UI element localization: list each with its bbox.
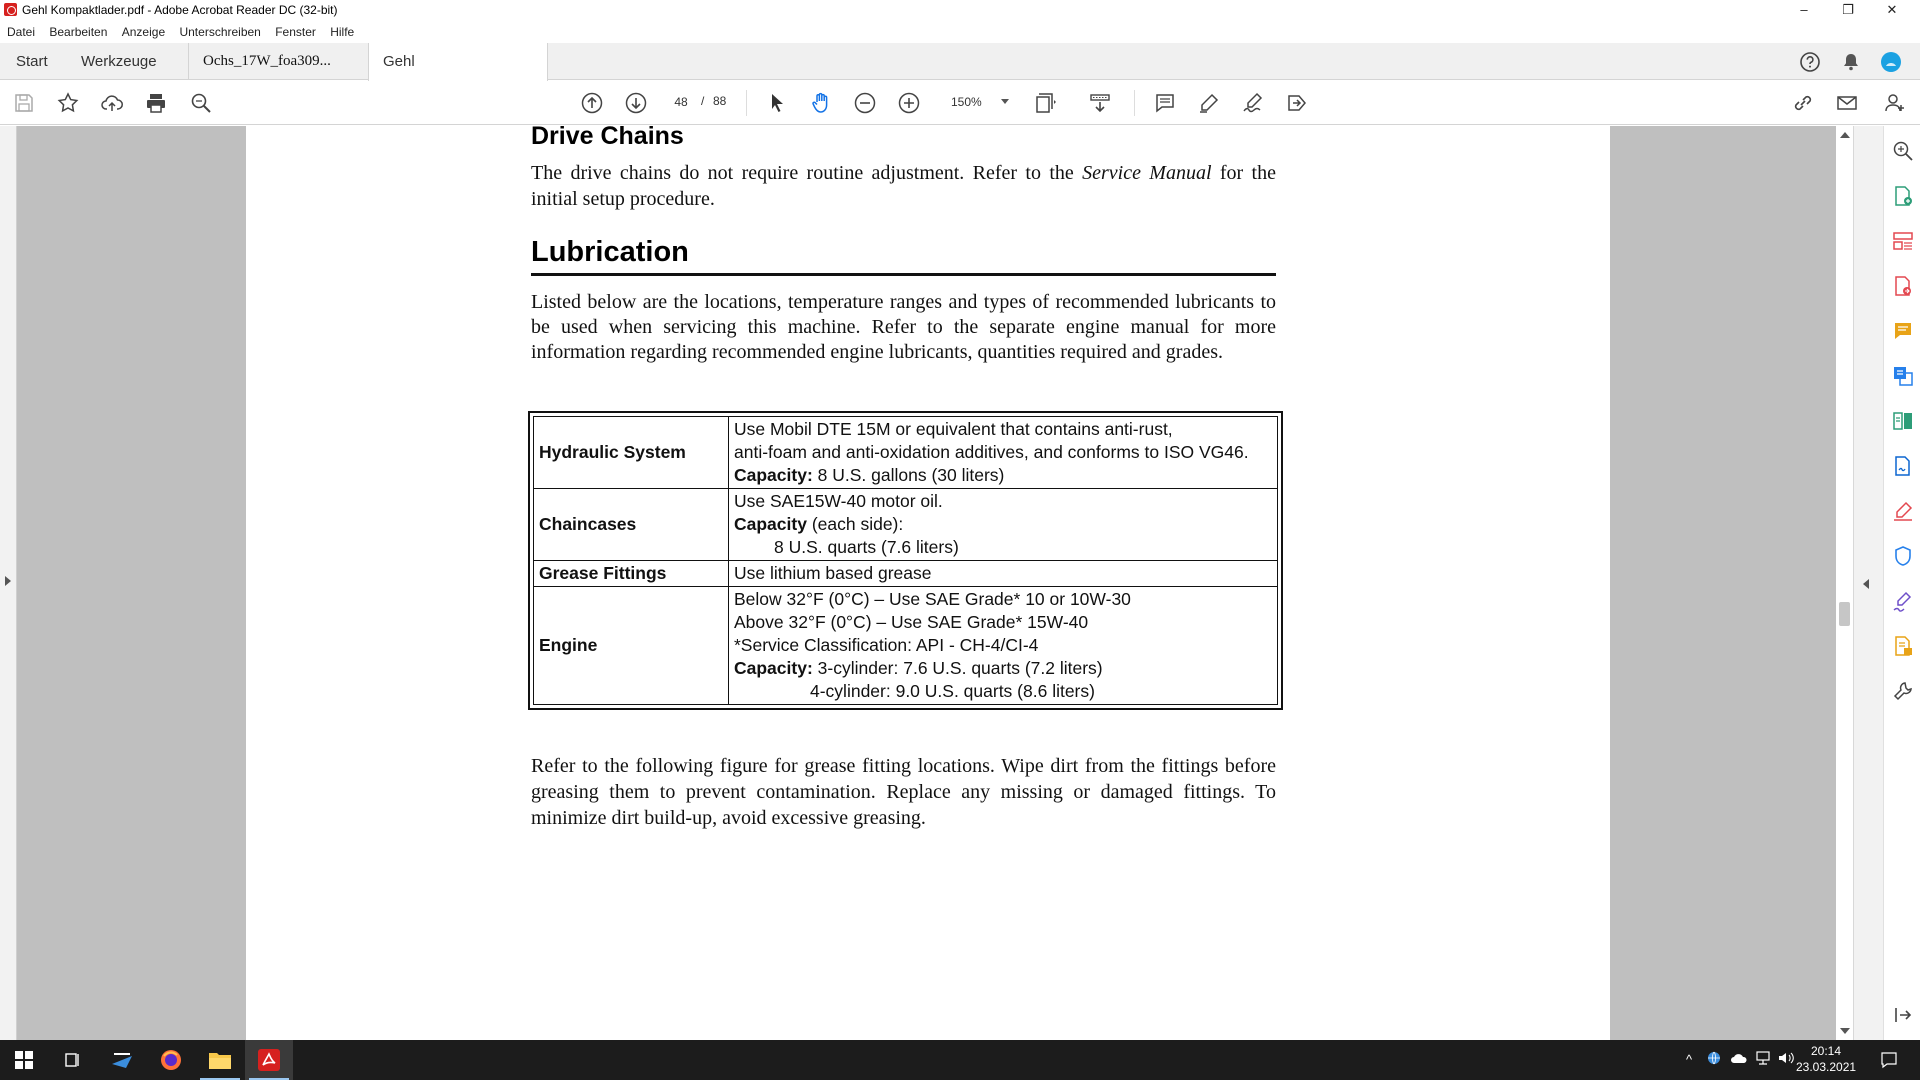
compare-files-icon[interactable] — [1892, 410, 1914, 432]
share-send-icon[interactable] — [1284, 90, 1310, 116]
page-separator: / — [701, 94, 705, 108]
tab-document-ochs[interactable] — [188, 43, 368, 80]
lubricant-table — [528, 411, 1283, 710]
close-window-button[interactable]: ✕ — [1886, 2, 1898, 17]
search-zoom-icon[interactable] — [188, 90, 214, 116]
menu-datei[interactable]: Datei — [7, 25, 36, 39]
next-page-icon[interactable] — [623, 90, 649, 116]
table-row — [534, 561, 1278, 587]
chevron-down-icon — [1001, 99, 1009, 104]
minimize-button[interactable]: – — [1800, 2, 1808, 17]
window-title: Gehl Kompaktlader.pdf - Adobe Acrobat Reader DC (32-bit) — [22, 3, 338, 17]
vertical-scrollbar[interactable] — [1836, 126, 1853, 1040]
export-pdf-icon[interactable] — [1892, 275, 1914, 297]
highlight-pen-icon[interactable] — [1196, 90, 1222, 116]
toolbar-divider — [746, 90, 747, 116]
acrobat-app-icon — [4, 3, 17, 16]
network-globe-icon[interactable] — [1706, 1050, 1722, 1066]
table-row — [534, 587, 1278, 705]
sign-icon[interactable] — [1240, 90, 1266, 116]
clock-time: 20:14 — [1810, 1044, 1842, 1058]
edit-pdf-icon[interactable] — [1892, 500, 1914, 522]
tab-document-ochs-label: Ochs_17W_foa309... — [203, 53, 331, 69]
drive-text-part-2: for the initial setup procedure. — [531, 162, 1276, 210]
system-clock[interactable] — [1796, 1043, 1856, 1075]
page-number-input[interactable] — [660, 91, 705, 113]
drive-chains-paragraph — [531, 160, 1276, 212]
action-center-icon[interactable] — [1880, 1051, 1898, 1069]
print-icon[interactable] — [143, 90, 169, 116]
select-cursor-icon[interactable] — [764, 90, 790, 116]
tab-document-gehl-label: Gehl — [383, 53, 415, 70]
menu-fenster[interactable]: Fenster — [275, 25, 316, 39]
windows-start-icon[interactable] — [0, 1040, 48, 1080]
clock-date: 23.03.2021 — [1796, 1060, 1857, 1074]
capacity-label: Capacity: — [734, 465, 813, 485]
profile-avatar-icon[interactable] — [1880, 51, 1902, 73]
table-cell-label: Hydraulic System — [534, 417, 729, 489]
scroll-down-arrow-icon[interactable] — [1840, 1028, 1850, 1034]
zoom-in-icon[interactable] — [896, 90, 922, 116]
tab-document-gehl[interactable] — [368, 43, 548, 81]
table-line: *Service Classification: API - CH-4/CI-4 — [734, 635, 1039, 655]
table-cell-value — [729, 417, 1278, 489]
tab-tools[interactable]: Werkzeuge — [81, 53, 157, 70]
tools-rail — [1883, 126, 1920, 1040]
table-row — [534, 489, 1278, 561]
lubrication-heading: Lubrication — [531, 236, 689, 268]
drive-chains-heading: Drive Chains — [531, 122, 684, 150]
table-line: Below 32°F (0°C) – Use SAE Grade* 10 or 10W-30 — [734, 589, 1131, 609]
expand-left-panel-icon — [5, 576, 11, 586]
more-tools-icon[interactable] — [1892, 680, 1914, 702]
menu-bearbeiten[interactable]: Bearbeiten — [49, 25, 108, 39]
capacity-label: Capacity: — [734, 658, 813, 678]
menu-hilfe[interactable]: Hilfe — [330, 25, 355, 39]
create-pdf-icon[interactable] — [1892, 185, 1914, 207]
comment-tool-icon[interactable] — [1892, 320, 1914, 342]
table-line — [734, 464, 1272, 487]
comment-icon[interactable] — [1152, 90, 1178, 116]
convert-pdf-icon[interactable] — [1892, 365, 1914, 387]
firefox-app-icon[interactable] — [147, 1040, 195, 1080]
title-bar — [0, 0, 1920, 20]
collapse-right-panel-icon — [1863, 579, 1869, 589]
windows-taskbar — [0, 1040, 1920, 1080]
table-row — [534, 417, 1278, 489]
tray-overflow-chevron-icon[interactable]: ^ — [1686, 1052, 1693, 1067]
page-total-count: 88 — [713, 94, 727, 108]
task-view-icon[interactable] — [48, 1040, 96, 1080]
table-cell-value — [729, 489, 1278, 561]
table-cell-label: Chaincases — [534, 489, 729, 561]
hand-tool-icon[interactable] — [808, 90, 834, 116]
capacity-label: Capacity — [734, 514, 807, 534]
table-cell-value: Use lithium based grease — [729, 561, 1278, 587]
tab-start[interactable]: Start — [16, 53, 48, 70]
menu-anzeige[interactable]: Anzeige — [121, 25, 166, 39]
zoom-level-value: 150% — [951, 95, 982, 109]
volume-speaker-icon[interactable] — [1777, 1050, 1795, 1066]
previous-page-icon[interactable] — [579, 90, 605, 116]
table-line: Above 32°F (0°C) – Use SAE Grade* 15W-40 — [734, 612, 1089, 632]
scroll-mode-icon[interactable] — [1087, 90, 1113, 116]
heading-rule — [531, 273, 1276, 276]
link-icon[interactable] — [1790, 90, 1816, 116]
drive-text-italic: Service Manual — [1082, 162, 1212, 184]
capacity-value: 8 U.S. gallons (30 liters) — [812, 465, 1005, 485]
onedrive-cloud-icon[interactable] — [1730, 1052, 1748, 1064]
protect-shield-icon[interactable] — [1892, 545, 1914, 567]
capacity-value: 4-cylinder: 9.0 U.S. quarts (8.6 liters) — [810, 681, 1095, 701]
right-panel-toggle[interactable] — [1853, 126, 1883, 1040]
acrobat-reader-app-icon[interactable] — [245, 1040, 293, 1080]
save-icon[interactable] — [11, 90, 37, 116]
capacity-value: 8 U.S. quarts (7.6 liters) — [774, 537, 959, 557]
collapse-tools-pane-icon[interactable] — [1892, 1004, 1914, 1026]
bookmark-star-icon[interactable] — [55, 90, 81, 116]
table-cell-label: Grease Fittings — [534, 561, 729, 587]
lubrication-paragraph: Listed below are the locations, temperature ranges and types of recommended lubricants to be used when servicing this machine. Refer to the separate engine manual for more information regarding recommended engine lubricants, quantities required and grades. — [531, 291, 1276, 363]
request-signature-icon[interactable] — [1892, 590, 1914, 612]
scrollbar-thumb[interactable] — [1839, 602, 1850, 626]
table-line: Use Mobil DTE 15M or equivalent that contains anti-rust, — [734, 419, 1173, 439]
zoom-level-dropdown[interactable] — [935, 91, 1015, 113]
fill-sign-icon[interactable] — [1892, 455, 1914, 477]
menu-bar — [0, 21, 1920, 43]
page-fit-icon[interactable] — [1032, 90, 1058, 116]
teamviewer-app-icon[interactable] — [98, 1040, 146, 1080]
scroll-up-arrow-icon[interactable] — [1840, 132, 1850, 138]
file-explorer-app-icon[interactable] — [196, 1040, 244, 1080]
restore-button[interactable]: ❐ — [1842, 2, 1854, 17]
table-cell-label: Engine — [534, 587, 729, 705]
add-user-icon[interactable] — [1882, 90, 1908, 116]
upload-cloud-icon[interactable] — [99, 90, 125, 116]
capacity-suffix: (each side): — [806, 514, 904, 534]
table-line: Use SAE15W-40 motor oil. — [734, 491, 943, 511]
menu-unterschreiben[interactable]: Unterschreiben — [179, 25, 261, 39]
email-icon[interactable] — [1834, 90, 1860, 116]
drive-text-part-1: The drive chains do not require routine adjustment. Refer to the — [531, 162, 1083, 184]
table-line — [734, 513, 1272, 536]
organize-pages-icon[interactable] — [1892, 230, 1914, 252]
zoom-out-icon[interactable] — [852, 90, 878, 116]
toolbar-divider — [1134, 90, 1135, 116]
help-icon[interactable] — [1799, 51, 1821, 73]
table-line — [734, 657, 1272, 680]
table-line: anti-foam and anti-oxidation additives, and conforms to ISO VG46. — [734, 442, 1249, 462]
grease-fittings-paragraph: Refer to the following figure for grease fitting locations. Wipe dirt from the fittings before greasing them to prevent contamination. Replace any missing or damaged fittings. To minimize dirt build-up, avoid excessive greasing. — [531, 755, 1276, 829]
ethernet-network-icon[interactable] — [1755, 1050, 1771, 1066]
notifications-bell-icon[interactable] — [1840, 51, 1862, 73]
tab-bar — [0, 43, 1920, 80]
table-cell-value — [729, 587, 1278, 705]
capacity-value: 3-cylinder: 7.6 U.S. quarts (7.2 liters) — [812, 658, 1103, 678]
enhance-zoom-icon[interactable] — [1892, 140, 1914, 162]
left-panel-toggle[interactable] — [0, 126, 17, 1040]
prepare-form-icon[interactable] — [1892, 635, 1914, 657]
